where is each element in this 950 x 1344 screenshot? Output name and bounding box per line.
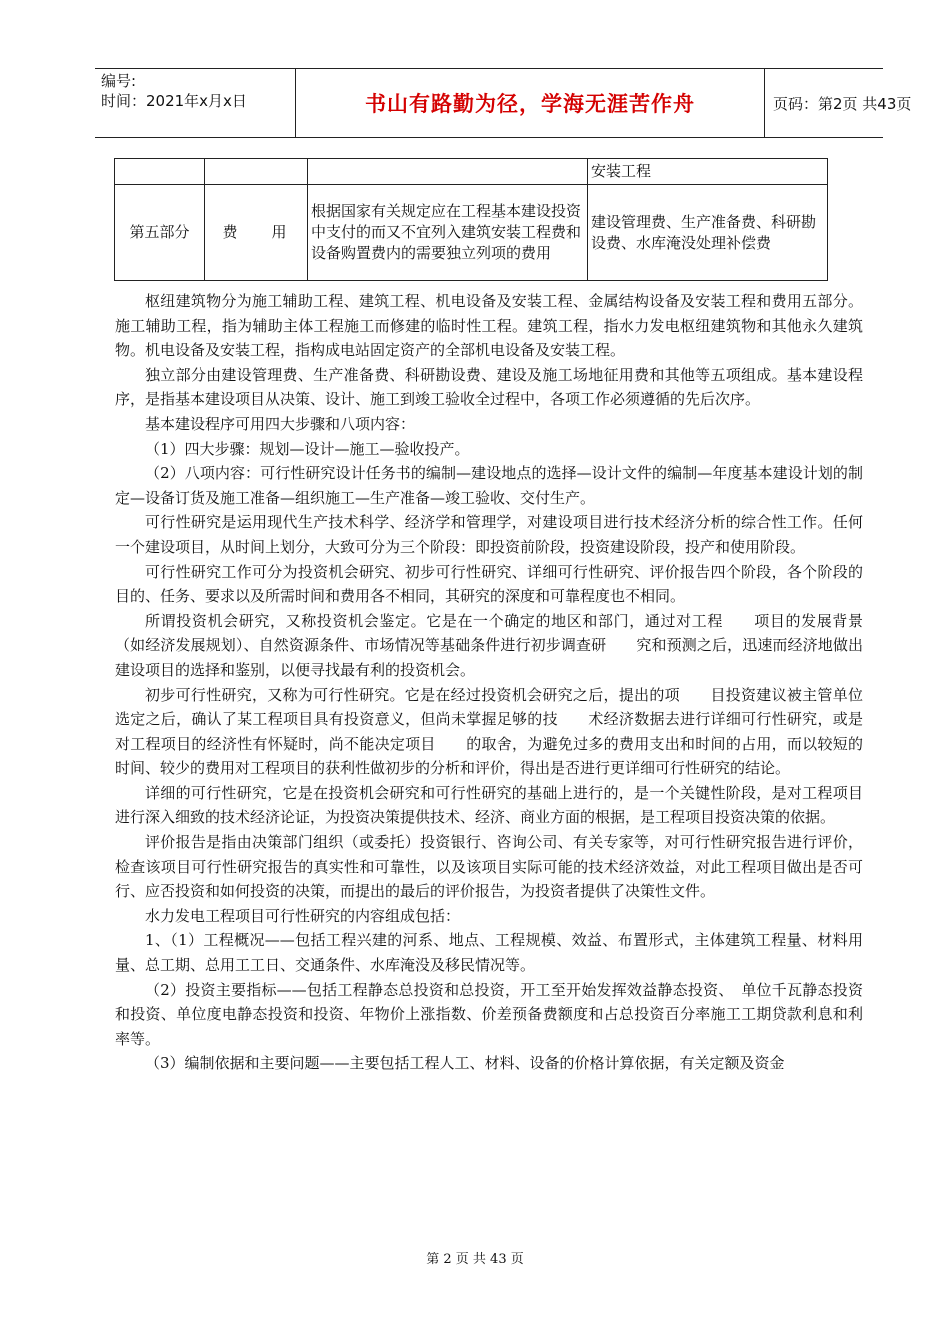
paragraph: （2）八项内容：可行性研究设计任务书的编制—建设地点的选择—设计文件的编制—年度基本建设计划的制定—设备订货及施工准备—组织施工—生产准备—竣工验收、交付生产。	[115, 464, 863, 507]
paragraph: 水力发电工程项目可行性研究的内容组成包括：	[145, 906, 461, 925]
paragraph: 初步可行性研究，又称为可行性研究。它是在经过投资机会研究之后，提出的项 目投资建议被主管单位选定之后，确认了某工程项目具有投资意义，但尚未掌握足够的技 术经济数据去进行详细可行性研究，或是对工程项目的经济性有怀疑时，尚不能决定项目 的取舍，为避免过多的费用支出和时间的占用，而以较短的时间、较少的费用对工程项目的获利性做初步的分析和评价，得出是否进行更详细可行性研究的结论。	[115, 685, 863, 778]
paragraph: 评价报告是指由决策部门组织（或委托）投资银行、咨询公司、有关专家等，对可行性研究报告进行评价，检查该项目可行性研究报告的真实性和可靠性，以及该项目实际可能的技术经济效益，对此工程项目做出是否可行、应否投资和如何投资的决策，而提出的最后的评价报告，为投资者提供了决策性文件。	[115, 833, 863, 901]
name-cell: 费 用	[205, 185, 308, 281]
document-body	[115, 289, 863, 1076]
paragraph: 所谓投资机会研究，又称投资机会鉴定。它是在一个确定的地区和部门，通过对工程 项目的发展背景（如经济发展规划）、自然资源条件、市场情况等基础条件进行初步调查研 究和预测之后，迅速而经济地做出建设项目的选择和鉴别，以便寻找最有利的投资机会。	[115, 611, 863, 679]
paragraph: 可行性研究是运用现代生产技术科学、经济学和管理学，对建设项目进行技术经济分析的综合性工作。任何一个建设项目，从时间上划分，大致可分为三个阶段：即投资前阶段，投资建设阶段，投产和使用阶段。	[115, 513, 863, 556]
header-meta	[95, 69, 295, 137]
cost-structure-table	[114, 158, 828, 281]
paragraph: （1）四大步骤：规划—设计—施工—验收投产。	[145, 439, 470, 458]
paragraph: 基本建设程序可用四大步骤和八项内容：	[145, 414, 416, 433]
paragraph: （3）编制依据和主要问题——主要包括工程人工、材料、设备的价格计算依据，有关定额及资金	[145, 1054, 785, 1073]
page-header	[95, 68, 912, 138]
table-row	[115, 159, 828, 185]
document-time-label: 时间：2021年x月x日	[101, 92, 247, 110]
items-cell: 建设管理费、生产准备费、科研勘设费、水库淹没处理补偿费	[588, 185, 828, 281]
paragraph: 枢纽建筑物分为施工辅助工程、建筑工程、机电设备及安装工程、金属结构设备及安装工程和费用五部分。施工辅助工程，指为辅助主体工程施工而修建的临时性工程。建筑工程，指水力发电枢纽建筑物和其他永久建筑物。机电设备及安装工程，指构成电站固定资产的全部机电设备及安装工程。	[115, 292, 863, 360]
paragraph: 详细的可行性研究，它是在投资机会研究和可行性研究的基础上进行的，是一个关键性阶段，是对工程项目进行深入细致的技术经济论证，为投资决策提供技术、经济、商业方面的根据，是工程项目投资决策的依据。	[115, 783, 863, 827]
description-cell: 根据国家有关规定应在工程基本建设投资中支付的而又不宜列入建筑安装工程费和设备购置费内的需要独立列项的费用	[308, 185, 588, 281]
paragraph: 1、（1）工程概况——包括工程兴建的河系、地点、工程规模、效益、布置形式，主体建筑工程量、材料用量、总工期、总用工工日、交通条件、水库淹没及移民情况等。	[115, 931, 863, 975]
table-cell: 安装工程	[588, 159, 828, 185]
table-row	[115, 185, 828, 281]
table-cell	[115, 159, 205, 185]
header-page-number: 页码：第2页 共43页	[773, 94, 912, 113]
page-footer: 第 2 页 共 43 页	[426, 1252, 524, 1267]
document-number-label: 编号:	[101, 72, 137, 90]
paragraph: 可行性研究工作可分为投资机会研究、初步可行性研究、详细可行性研究、评价报告四个阶段，各个阶段的目的、任务、要求以及所需时间和费用各不相同，其研究的深度和可靠程度也不相同。	[115, 562, 863, 606]
header-motto-cell	[295, 69, 765, 137]
paragraph: 独立部分由建设管理费、生产准备费、科研勘设费、建设及施工场地征用费和其他等五项组成。基本建设程序，是指基本建设项目从决策、设计、施工到竣工验收全过程中，各项工作必须遵循的先后次序。	[115, 365, 863, 409]
part-cell: 第五部分	[115, 185, 205, 281]
header-motto: 书山有路勤为径，学海无涯苦作舟	[365, 92, 695, 116]
table-cell	[205, 159, 308, 185]
table-cell	[308, 159, 588, 185]
paragraph: （2）投资主要指标——包括工程静态总投资和总投资，开工至开始发挥效益静态投资、 单位千瓦静态投资和投资、单位度电静态投资和投资、年物价上涨指数、价差预备费额度和占总投资百分率施工工期贷款利息和利率等。	[115, 980, 863, 1048]
